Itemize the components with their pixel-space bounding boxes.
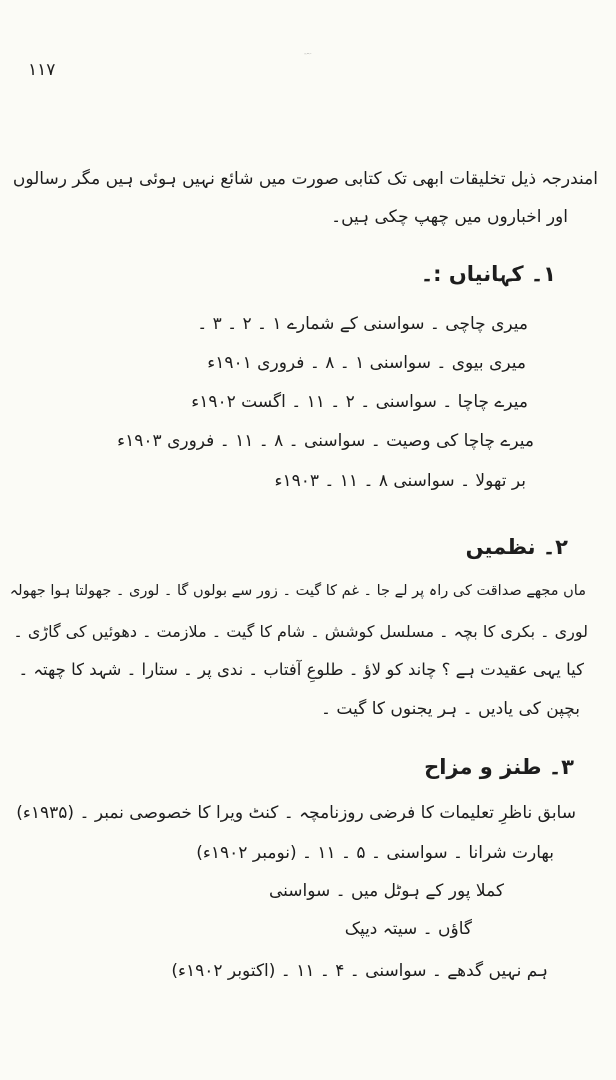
list-item: کملا پور کے ہوٹل میں ۔ سواسنی (268, 881, 504, 901)
list-item: ماں مجھے صداقت کی راہ پر لے جا ۔ غم کا گیت ۔ زور سے بولوں گا ۔ لوری ۔ جھولتا ہوا جھولہ (9, 583, 586, 599)
list-item: بچپن کی یادیں ۔ ہر یجنوں کا گیت ۔ (321, 699, 580, 719)
section-heading-satire: ۳۔ طنز و مزاح (424, 755, 574, 779)
section-heading-stories: ۱۔ کہانیاں :۔ (420, 262, 556, 286)
list-item: بر تھولا ۔ سواسنی ۸ ۔ ۱۱ ۔ ۱۹۰۳ء (274, 471, 526, 491)
list-item: میرے چاچا کی وصیت ۔ سواسنی ۔ ۸ ۔ ۱۱ ۔ فروری ۱۹۰۳ء (117, 431, 534, 451)
intro-line: اور اخباروں میں چھپ چکی ہیں۔ (331, 207, 568, 227)
list-item: کیا یہی عقیدت ہے ؟ چاند کو لاؤ ۔ طلوعِ آفتاب ۔ ندی پر ۔ ستارا ۔ شہد کا چھتہ ۔ (18, 660, 584, 679)
intro-line: امندرجہ ذیل تخلیقات ابھی تک کتابی صورت میں شائع نہیں ہوئی ہیں مگر رسالوں (12, 169, 598, 189)
list-item: میری چاچی ۔ سواسنی کے شمارے ۱ ۔ ۲ ۔ ۳ ۔ (197, 314, 528, 334)
page-number: ۱۱۷ (28, 60, 56, 80)
list-item: ہم نہیں گدھے ۔ سواسنی ۔ ۴ ۔ ۱۱ ۔ (اکتوبر ۱۹۰۲ء) (171, 961, 548, 981)
section-heading-poems: ۲۔ نظمیں (465, 535, 568, 559)
list-item: لوری ۔ بکری کا بچہ ۔ مسلسل کوشش ۔ شام کا گیت ۔ ملازمت ۔ دھوئیں کی گاڑی ۔ (13, 622, 588, 641)
list-item: بھارت شرانا ۔ سواسنی ۔ ۵ ۔ ۱۱ ۔ (نومبر ۱۹۰۲ء) (196, 843, 554, 863)
list-item: سابق ناظرِ تعلیمات کا فرضی روزنامچہ ۔ کنٹ ویرا کا خصوصی نمبر ۔ (۱۹۳۵ء) (16, 803, 576, 823)
list-item: گاؤں ۔ سیتہ دیپک (344, 919, 472, 939)
list-item: میرے چاچا ۔ سواسنی ۔ ۲ ۔ ۱۱ ۔ اگست ۱۹۰۲ء (191, 392, 528, 412)
list-item: میری بیوی ۔ سواسنی ۱ ۔ ۸ ۔ فروری ۱۹۰۱ء (207, 353, 526, 373)
running-head: پنجے منگیش راؤ (304, 54, 312, 55)
